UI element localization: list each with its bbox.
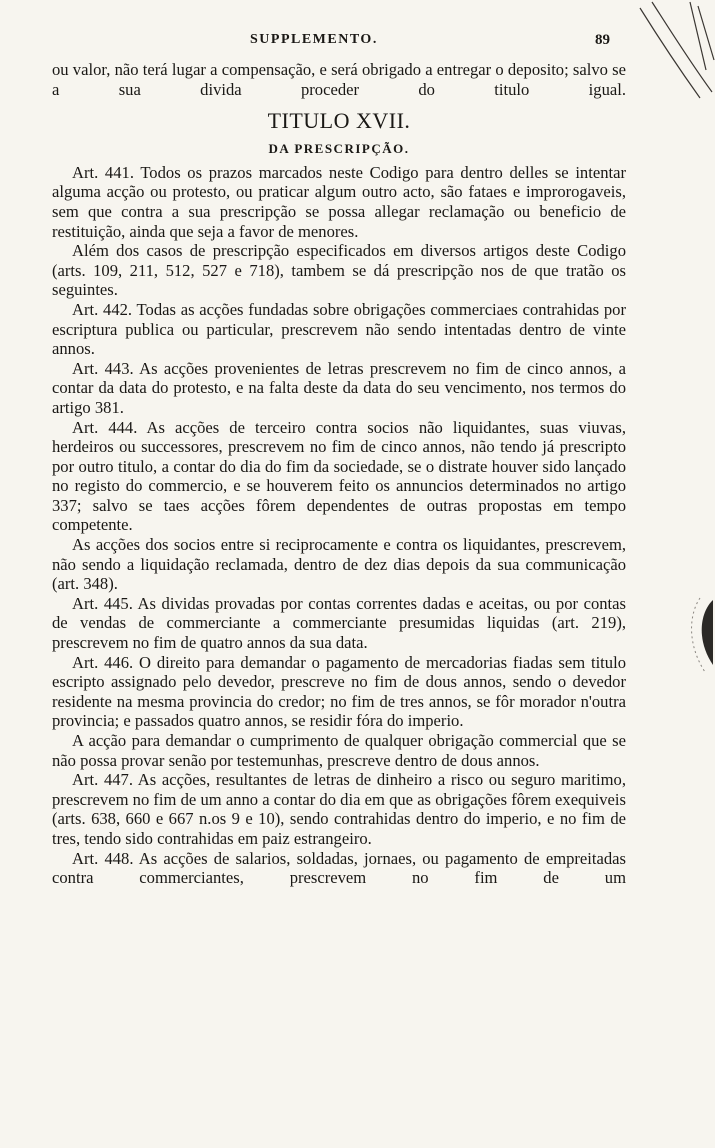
paragraph-art-444: Art. 444. As acções de terceiro contra socios não liquidantes, suas viuvas, herdeiros ou successores, prescrevem no fim de cinco annos, não tendo já prescripto por outro titulo, a contar do dia do fim da sociedade, se o distrate houver sido lançado no registo do commercio, e se houverem feito os annuncios determinados no artigo 337; salvo se taes acções fôrem dependentes de outras propostas em tempo competente.	[52, 417, 626, 535]
paragraph-art-442: Art. 442. Todas as acções fundadas sobre obrigações commerciaes contrahidas por escriptura publica ou particular, prescrevem não sendo intentadas dentro de vinte annos.	[52, 299, 626, 359]
running-head: SUPPLEMENTO.	[250, 32, 378, 47]
page-body	[52, 60, 626, 888]
page-number: 89	[595, 32, 610, 48]
paragraph-art-443: Art. 443. As acções provenientes de letras prescrevem no fim de cinco annos, a contar da data do protesto, e na falta deste da data do seu vencimento, nos termos do artigo 381.	[52, 358, 626, 417]
paragraph-partners-actions: As acções dos socios entre si reciprocamente e contra os liquidantes, prescrevem, não sendo a liquidação reclamada, dentro de dez dias depois da sua communicação (art. 348).	[52, 535, 626, 594]
paragraph-art-447: Art. 447. As acções, resultantes de letras de dinheiro a risco ou seguro maritimo, prescrevem no fim de um anno a contar do dia em que as obrigações fôrem exequiveis (arts. 638, 660 e 667 n.os 9 e 10), sendo contrahidas dentro do imperio, e no fim de tres, tendo sido contrahidas em paiz estrangeiro.	[52, 770, 626, 848]
binding-mark	[692, 598, 713, 672]
paragraph-art-446: Art. 446. O direito para demandar o pagamento de mercadorias fiadas sem titulo escripto assignado pelo devedor, prescreve no fim de dous annos, sendo o devedor residente na mesma provincia do credor; no fim de tres annos, se fôr morador n'outra provincia; e passados quatro annos, se residir fóra do imperio.	[52, 652, 626, 731]
paragraph-art-448: Art. 448. As acções de salarios, soldadas, jornaes, ou pagamento de empreitadas contra commerciantes, prescrevem no fim de um	[52, 848, 626, 888]
page-header	[0, 32, 715, 56]
paragraph-witness-obligation: A acção para demandar o cumprimento de qualquer obrigação commercial que se não possa provar senão por testemunhas, prescreve dentro de dous annos.	[52, 731, 626, 770]
paragraph-art-445: Art. 445. As dividas provadas por contas correntes dadas e aceitas, ou por contas de vendas de commerciante a commerciante presumidas liquidas (art. 219), prescrevem no fim de quatro annos da sua data.	[52, 593, 626, 653]
paragraph-prescription-cases: Além dos casos de prescripção especificados em diversos artigos deste Codigo (arts. 109, 211, 512, 527 e 718), tambem se dá prescripção nos de que tratão os seguintes.	[52, 241, 626, 300]
section-subtitle: DA PRESCRIPÇÃO.	[268, 141, 410, 157]
section-title: TITULO XVII.	[267, 108, 411, 134]
continuation-paragraph: ou valor, não terá lugar a compensação, e será obrigado a entregar o deposito; salvo se a sua divida proceder do titulo igual.	[52, 60, 626, 99]
paragraph-art-441: Art. 441. Todos os prazos marcados neste Codigo para dentro delles se intentar alguma acção ou protesto, ou praticar algum outro acto, são fataes e improrogaveis, sem que contra a sua prescripção se possa allegar reclamação ou beneficio de restituição, ainda que seja a favor de menores.	[52, 162, 626, 241]
